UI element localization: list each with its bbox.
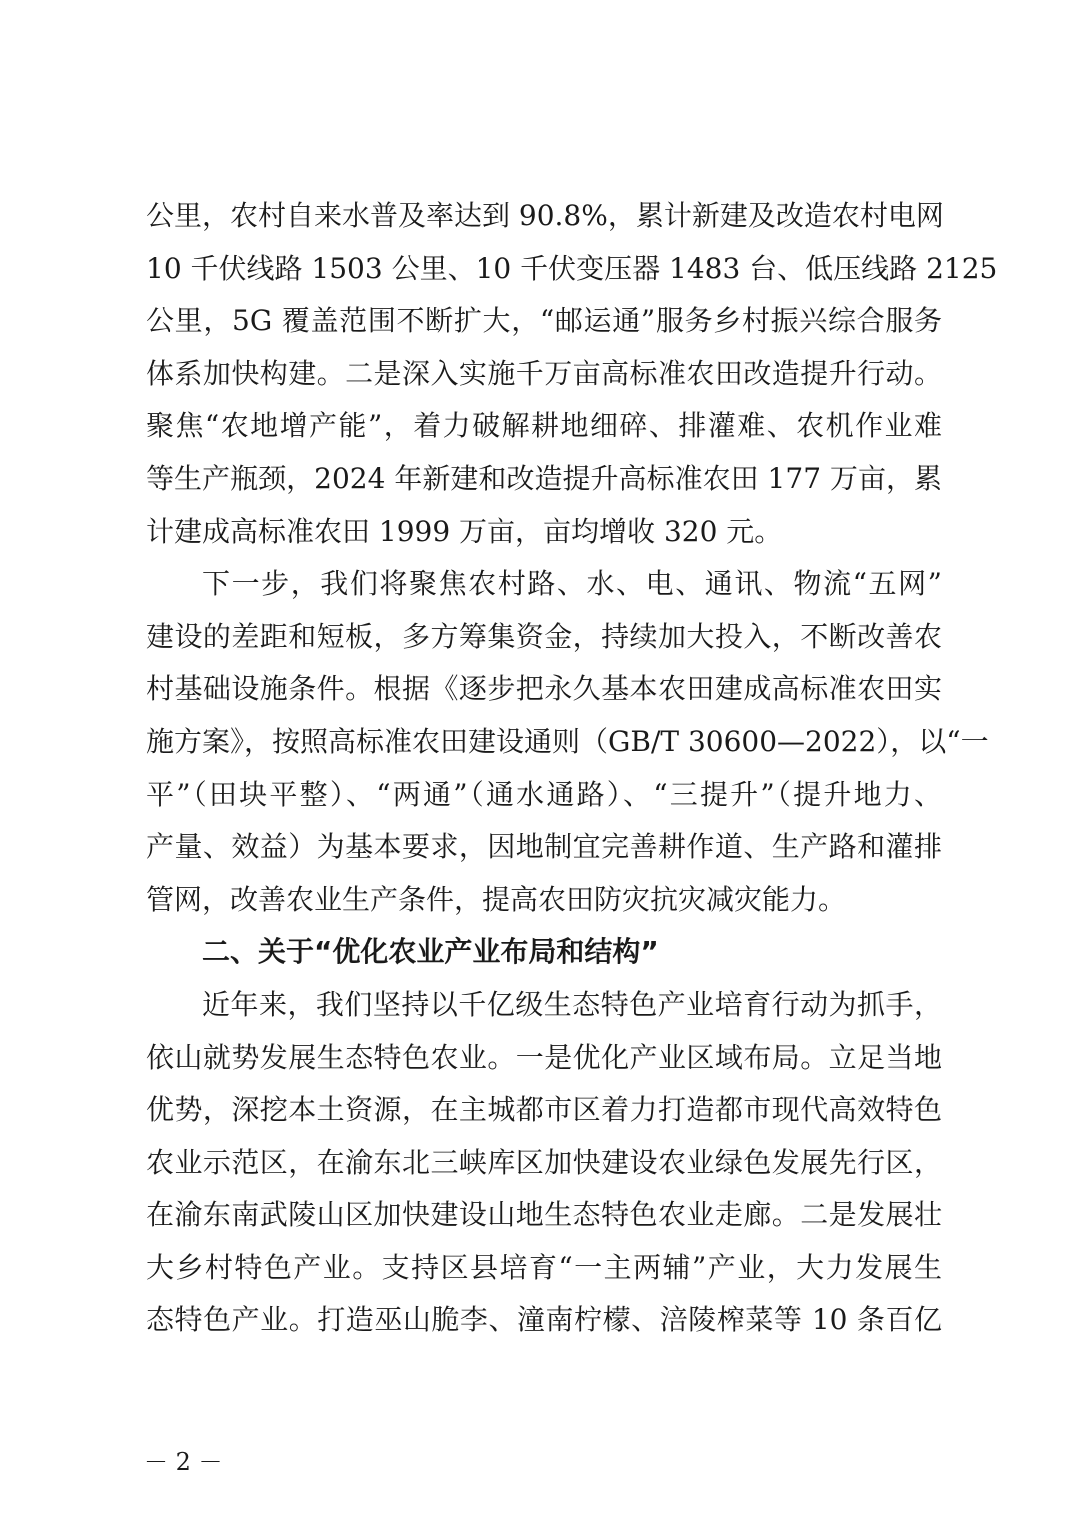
text-line: 等生产瓶颈，2024 年新建和改造提升高标准农田 177 万亩，累 [146,461,942,495]
text-line: 产量、效益）为基本要求，因地制宜完善耕作道、生产路和灌排 [146,830,942,864]
text-line: 公里，5G 覆盖范围不断扩大，“邮运通”服务乡村振兴综合服务 [146,304,942,338]
paragraph-2 [146,558,989,926]
text-line: 公里，农村自来水普及率达到 90.8%，累计新建及改造农村电网 [146,199,944,232]
paragraph-3 [146,979,942,1347]
text-line: 大乡村特色产业。支持区县培育“一主两辅”产业，大力发展生 [146,1250,942,1284]
text-line: 依山就势发展生态特色农业。一是优化产业区域布局。立足当地 [146,1040,942,1074]
paragraph-1 [146,190,998,558]
text-line: 在渝东南武陵山区加快建设山地生态特色农业走廊。二是发展壮 [146,1198,942,1232]
text-line: 体系加快构建。二是深入实施千万亩高标准农田改造提升行动。 [146,356,942,390]
document-body [146,190,998,1347]
text-line: 村基础设施条件。根据《逐步把永久基本农田建成高标准农田实 [146,672,942,706]
text-line: 10 千伏线路 1503 公里、10 千伏变压器 1483 台、低压线路 2125 [146,251,998,285]
text-line: 态特色产业。打造巫山脆李、潼南柠檬、涪陵榨菜等 10 条百亿 [146,1303,942,1337]
text-line: 建设的差距和短板，多方筹集资金，持续加大投入，不断改善农 [146,619,942,653]
text-line: 平”（田块平整）、“两通”（通水通路）、“三提升”（提升地力、 [146,777,942,811]
text-line: 下一步，我们将聚焦农村路、水、电、通讯、物流“五网” [202,567,942,601]
section-heading: 二、关于“优化农业产业布局和结构” [202,935,659,969]
text-line: 计建成高标准农田 1999 万亩，亩均增收 320 元。 [146,514,783,548]
text-line: 近年来，我们坚持以千亿级生态特色产业培育行动为抓手， [202,987,942,1021]
page-number: － 2 － [144,1448,223,1476]
text-line: 优势，深挖本土资源，在主城都市区着力打造都市现代高效特色 [146,1093,942,1127]
text-line: 施方案》，按照高标准农田建设通则（GB/T 30600—2022），以“一 [146,724,989,758]
text-line: 管网，改善农业生产条件，提高农田防灾抗灾减灾能力。 [146,882,847,916]
text-line: 农业示范区，在渝东北三峡库区加快建设农业绿色发展先行区， [146,1145,942,1179]
text-line: 聚焦“农地增产能”，着力破解耕地细碎、排灌难、农机作业难 [146,409,942,443]
